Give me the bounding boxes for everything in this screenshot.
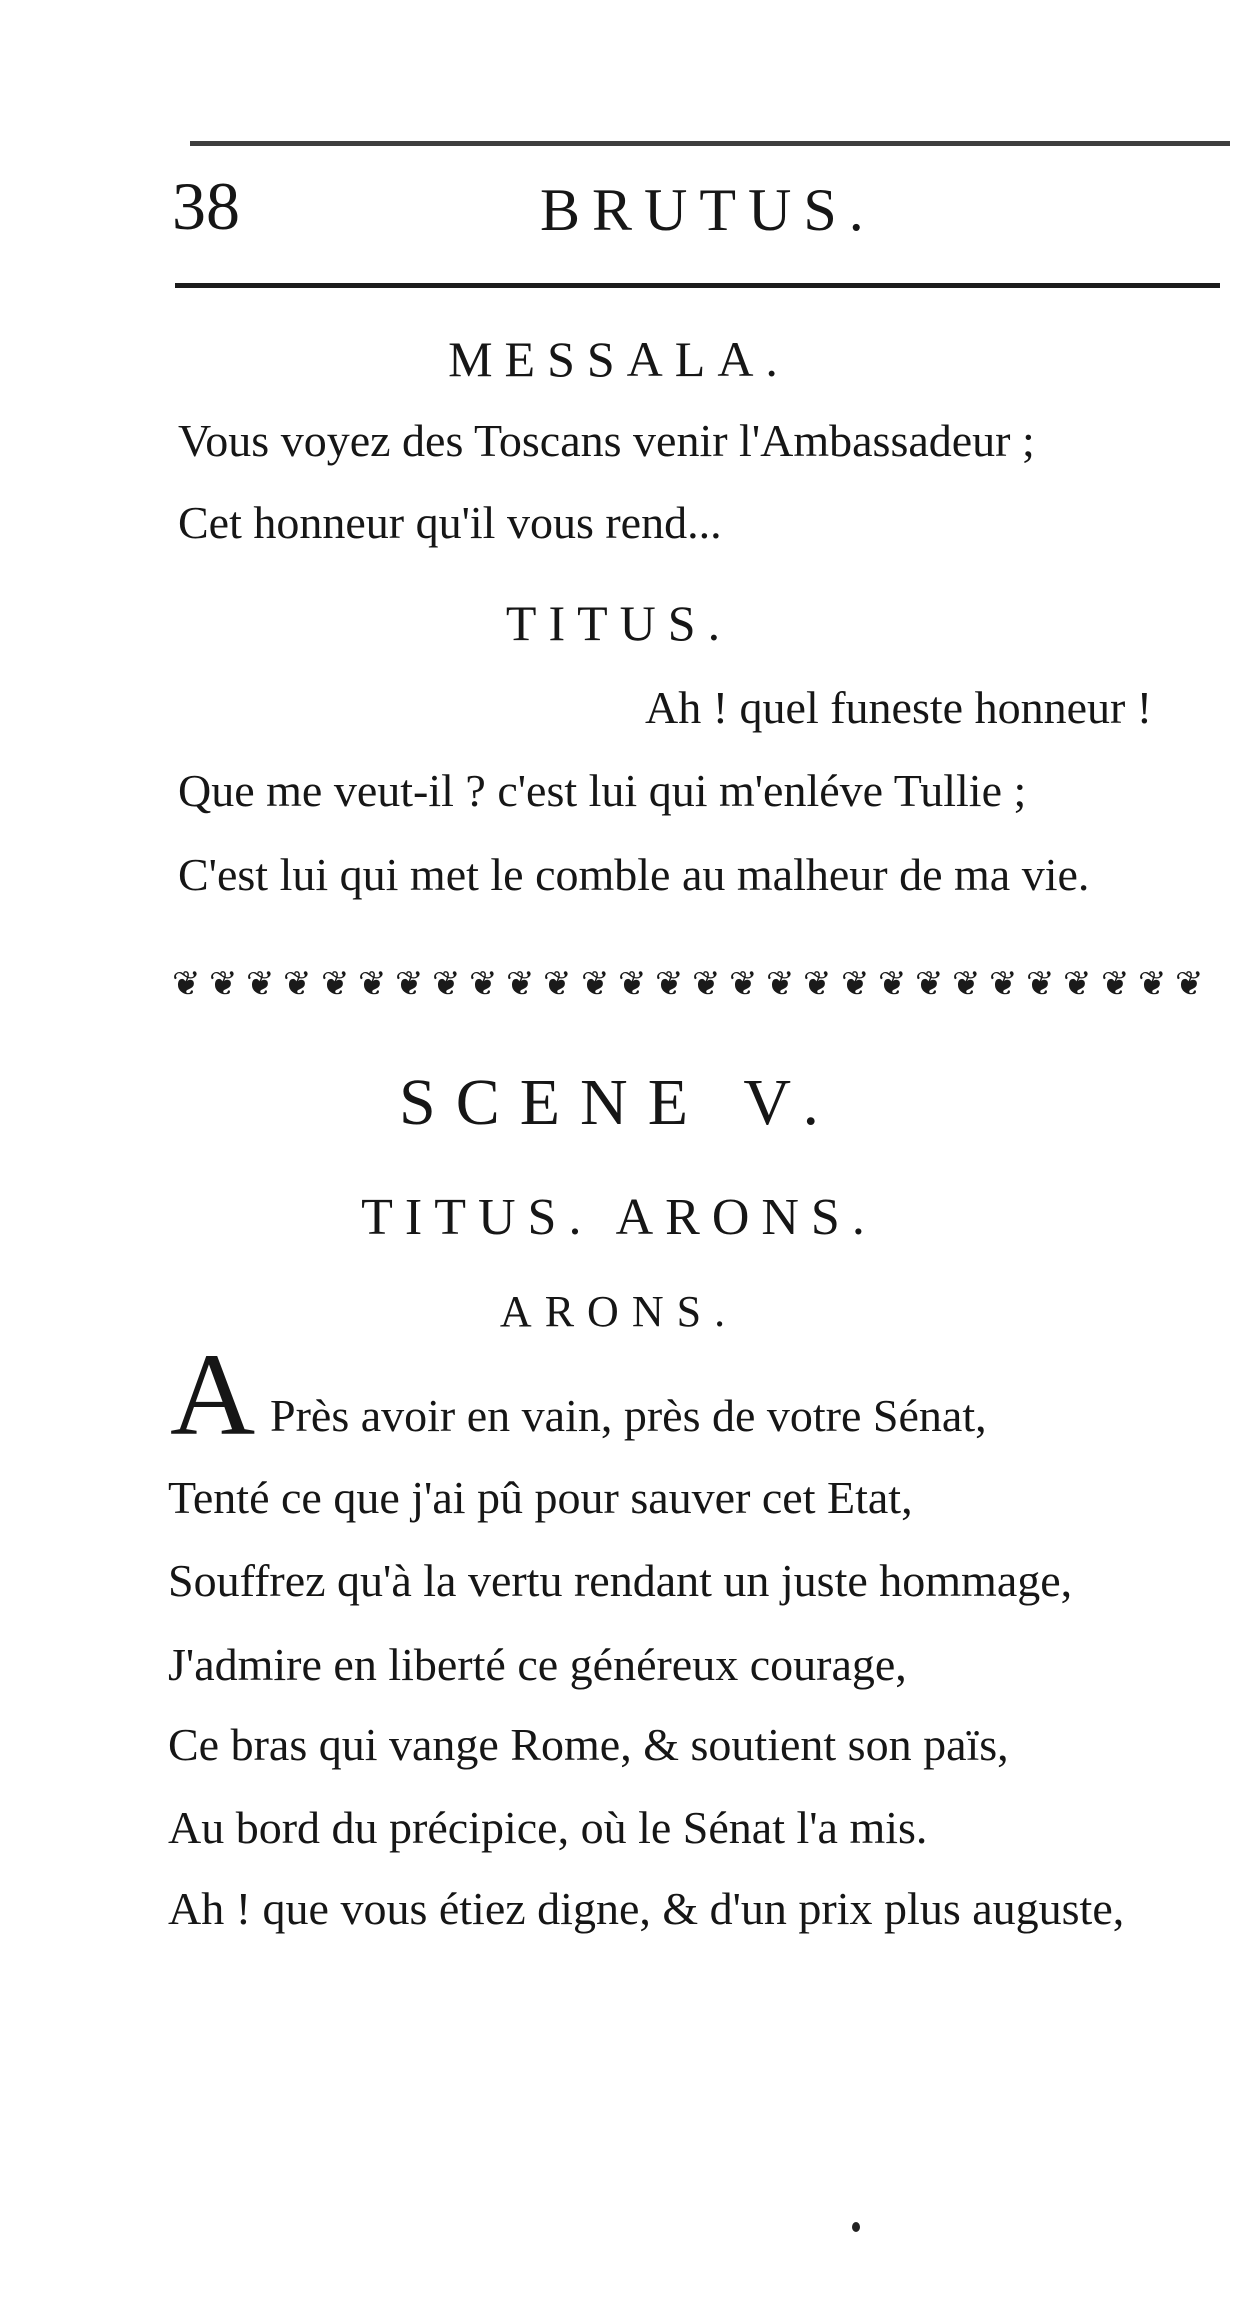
fleuron-glyph: ❦	[692, 964, 721, 1004]
fleuron-glyph: ❦	[581, 964, 610, 1004]
fleuron-glyph: ❦	[766, 964, 795, 1004]
verse-line: C'est lui qui met le comble au malheur de ma vie.	[178, 849, 1090, 900]
fleuron-glyph: ❦	[729, 964, 758, 1004]
verse-line: Près avoir en vain, près de votre Sénat,	[270, 1390, 987, 1441]
fleuron-glyph: ❦	[209, 964, 238, 1004]
fleuron-glyph: ❦	[469, 964, 498, 1004]
fleuron-glyph: ❦	[246, 964, 275, 1004]
fleuron-glyph: ❦	[803, 964, 832, 1004]
ink-speck	[852, 2222, 860, 2232]
fleuron-glyph: ❦	[1101, 964, 1130, 1004]
speaker-titus: TITUS.	[505, 595, 733, 651]
fleuron-glyph: ❦	[432, 964, 461, 1004]
fleuron-glyph: ❦	[841, 964, 870, 1004]
fleuron-glyph: ❦	[1175, 964, 1204, 1004]
verse-line: Tenté ce que j'ai pû pour sauver cet Etat,	[168, 1472, 913, 1523]
fleuron-glyph: ❦	[1063, 964, 1092, 1004]
verse-line: Ah ! quel funeste honneur !	[645, 682, 1153, 733]
verse-line: Au bord du précipice, où le Sénat l'a mis.	[168, 1802, 928, 1853]
fleuron-ornament-icon	[172, 964, 1222, 1004]
scene-characters: TITUS. ARONS.	[361, 1189, 877, 1246]
fleuron-glyph: ❦	[655, 964, 684, 1004]
speaker-messala: MESSALA.	[448, 331, 790, 387]
verse-line: Cet honneur qu'il vous rend...	[178, 497, 722, 548]
speaker-arons: ARONS.	[499, 1287, 739, 1336]
fleuron-glyph: ❦	[395, 964, 424, 1004]
top-rule	[190, 141, 1230, 146]
fleuron-glyph: ❦	[878, 964, 907, 1004]
fleuron-glyph: ❦	[321, 964, 350, 1004]
drop-cap: A	[170, 1329, 256, 1460]
fleuron-glyph: ❦	[172, 964, 201, 1004]
fleuron-glyph: ❦	[358, 964, 387, 1004]
verse-line: Vous voyez des Toscans venir l'Ambassadeur ;	[178, 415, 1035, 466]
verse-line: Ce bras qui vange Rome, & soutient son païs,	[168, 1719, 1009, 1770]
fleuron-glyph: ❦	[283, 964, 312, 1004]
verse-line: Souffrez qu'à la vertu rendant un juste hommage,	[168, 1555, 1073, 1606]
fleuron-glyph: ❦	[1138, 964, 1167, 1004]
verse-line: Que me veut-il ? c'est lui qui m'enléve Tullie ;	[178, 765, 1027, 816]
header-rule	[175, 283, 1220, 288]
fleuron-glyph: ❦	[543, 964, 572, 1004]
scene-title: SCENE V.	[399, 1066, 839, 1139]
verse-line: Ah ! que vous étiez digne, & d'un prix plus auguste,	[168, 1883, 1125, 1934]
fleuron-glyph: ❦	[618, 964, 647, 1004]
fleuron-glyph: ❦	[989, 964, 1018, 1004]
running-head: BRUTUS.	[540, 177, 876, 243]
fleuron-glyph: ❦	[915, 964, 944, 1004]
fleuron-glyph: ❦	[506, 964, 535, 1004]
fleuron-glyph: ❦	[952, 964, 981, 1004]
fleuron-glyph: ❦	[1026, 964, 1055, 1004]
verse-line: J'admire en liberté ce généreux courage,	[168, 1639, 907, 1690]
page-number: 38	[172, 168, 240, 244]
